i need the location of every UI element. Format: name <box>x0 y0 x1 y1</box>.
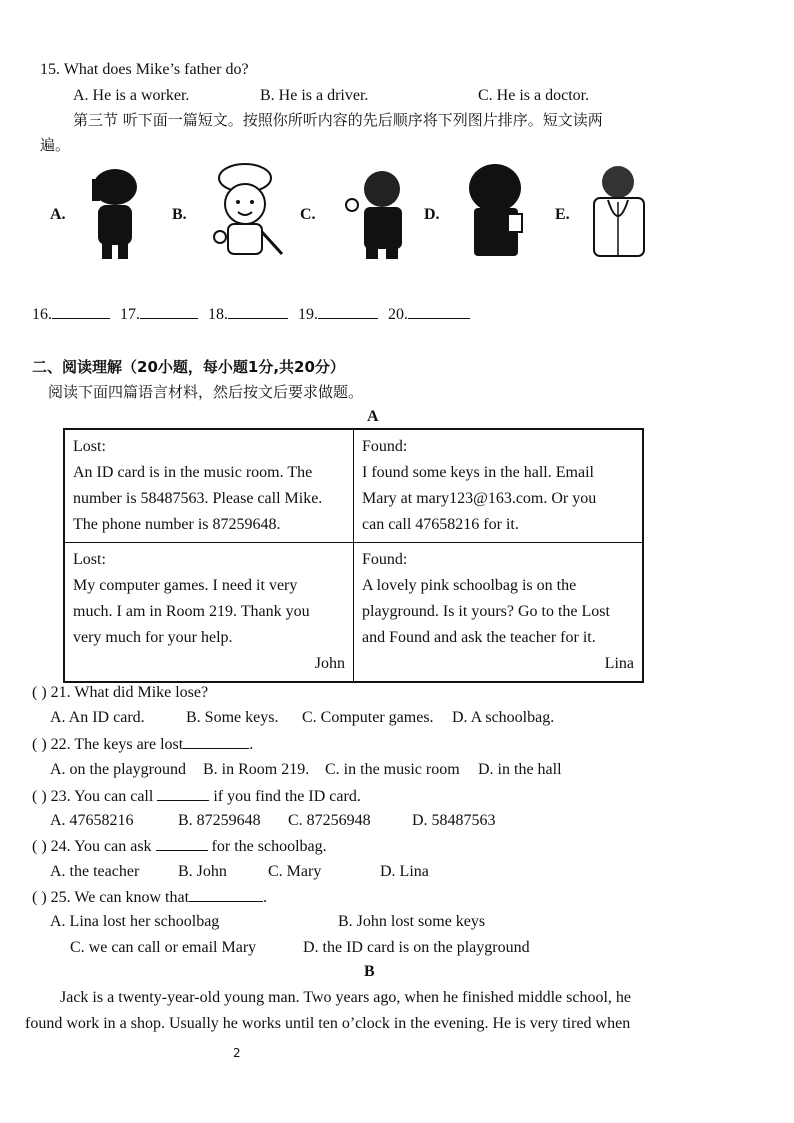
q25-opt-c[interactable]: C. we can call or email Mary <box>70 939 257 956</box>
notice-signature: John <box>314 655 345 672</box>
q23-stem-line <box>32 786 361 807</box>
section3-instruction: 第三节 听下面一篇短文。按照你所听内容的先后顺序将下列图片排序。短文读两 <box>73 111 603 129</box>
q23-opt-d[interactable]: D. 58487563 <box>412 812 496 829</box>
q24-opt-d[interactable]: D. Lina <box>380 863 429 880</box>
q24-tail: for the schoolbag. <box>211 838 327 855</box>
found-notice-lina <box>354 543 644 683</box>
pic-label-d: D. <box>424 206 440 223</box>
notice-line: An ID card is in the music room. The <box>73 464 313 481</box>
q25-tail: . <box>263 889 268 906</box>
pic-label-a: A. <box>50 206 66 223</box>
q22-blank[interactable] <box>183 734 249 749</box>
chef-figure-icon <box>200 162 295 262</box>
q21-opt-c[interactable]: C. Computer games. <box>302 709 434 726</box>
doctor-figure-icon <box>582 162 657 262</box>
answer-20-label: 20. <box>388 306 408 323</box>
q22-tail: . <box>249 736 254 753</box>
q24-stem-line <box>32 836 327 857</box>
answer-20-blank[interactable] <box>408 304 470 319</box>
q24-stem: ( ) 24. You can ask <box>32 838 152 855</box>
q21-opt-b[interactable]: B. Some keys. <box>186 709 279 726</box>
lost-notice-john <box>64 543 354 683</box>
q22-opt-b[interactable]: B. in Room 219. <box>203 761 310 778</box>
q23-opt-a[interactable]: A. 47658216 <box>50 812 134 829</box>
notice-line: My computer games. I need it very <box>73 577 298 594</box>
worker-figure-icon <box>80 165 150 260</box>
q15-option-a: A. He is a worker. <box>73 87 190 104</box>
q21-stem: ( ) 21. What did Mike lose? <box>32 684 209 701</box>
pic-label-e: E. <box>555 206 570 223</box>
notice-line: much. I am in Room 219. Thank you <box>73 603 310 620</box>
q23-blank[interactable] <box>157 786 209 801</box>
q22-stem: ( ) 22. The keys are lost <box>32 736 184 753</box>
q22-opt-a[interactable]: A. on the playground <box>50 761 186 778</box>
section3-instruction-cont: 遍。 <box>40 136 71 154</box>
notice-signature: Lina <box>604 655 634 672</box>
q25-blank[interactable] <box>189 887 263 902</box>
q25-opt-b[interactable]: B. John lost some keys <box>338 913 486 930</box>
q22-stem-line <box>32 734 253 755</box>
q25-opt-d[interactable]: D. the ID card is on the playground <box>303 939 530 956</box>
passage-b-line-2: found work in a shop. Usually he works until ten o’clock in the evening. He is very tired when <box>25 1015 631 1032</box>
q24-opt-a[interactable]: A. the teacher <box>50 863 140 880</box>
answer-18-blank[interactable] <box>228 304 288 319</box>
notice-line: I found some keys in the hall. Email <box>362 464 594 481</box>
q25-stem: ( ) 25. We can know that <box>32 889 190 906</box>
lost-notice-mike <box>64 429 354 543</box>
q15-option-b: B. He is a driver. <box>260 87 369 104</box>
notice-title: Lost: <box>73 551 106 568</box>
answer-18-label: 18. <box>208 306 228 323</box>
q22-opt-c[interactable]: C. in the music room <box>325 761 460 778</box>
answer-17-label: 17. <box>120 306 140 323</box>
pic-label-c: C. <box>300 206 316 223</box>
notice-line: can call 47658216 for it. <box>362 516 519 533</box>
q23-tail: if you find the ID card. <box>213 788 361 805</box>
answer-19-blank[interactable] <box>318 304 378 319</box>
answer-16-label: 16. <box>32 306 52 323</box>
teacher-figure-icon <box>462 162 532 262</box>
q21-opt-a[interactable]: A. An ID card. <box>50 709 145 726</box>
notice-line: very much for your help. <box>73 629 233 646</box>
notice-title: Found: <box>362 551 408 568</box>
passage-b-label: B <box>364 963 375 980</box>
q22-opt-d[interactable]: D. in the hall <box>478 761 562 778</box>
q15-question: 15. What does Mike’s father do? <box>40 61 249 78</box>
passage-a-label: A <box>367 408 379 425</box>
notice-line: and Found and ask the teacher for it. <box>362 629 596 646</box>
q24-blank[interactable] <box>156 836 208 851</box>
driver-figure-icon <box>340 165 420 260</box>
answer-17-blank[interactable] <box>140 304 198 319</box>
notice-line: playground. Is it yours? Go to the Lost <box>362 603 610 620</box>
notice-line: A lovely pink schoolbag is on the <box>362 577 577 594</box>
q21-opt-d[interactable]: D. A schoolbag. <box>452 709 555 726</box>
answer-16-blank[interactable] <box>52 304 110 319</box>
page-number: 2 <box>233 1046 241 1060</box>
answer-blanks <box>32 304 470 325</box>
q15-option-c: C. He is a doctor. <box>478 87 590 104</box>
answer-19-label: 19. <box>298 306 318 323</box>
notice-title: Found: <box>362 438 408 455</box>
notice-line: The phone number is 87259648. <box>73 516 281 533</box>
passage-b-line-1: Jack is a twenty-year-old young man. Two years ago, when he finished middle school, he <box>60 989 632 1006</box>
found-notice-mary <box>354 429 644 543</box>
q23-stem: ( ) 23. You can call <box>32 788 154 805</box>
pic-label-b: B. <box>172 206 187 223</box>
q25-stem-line <box>32 887 267 908</box>
q24-opt-b[interactable]: B. John <box>178 863 227 880</box>
q25-opt-a[interactable]: A. Lina lost her schoolbag <box>50 913 220 930</box>
q24-opt-c[interactable]: C. Mary <box>268 863 322 880</box>
q23-opt-c[interactable]: C. 87256948 <box>288 812 371 829</box>
notice-line: number is 58487563. Please call Mike. <box>73 490 323 507</box>
lost-found-table <box>63 428 644 683</box>
notice-line: Mary at mary123@163.com. Or you <box>362 490 597 507</box>
part2-instruction: 阅读下面四篇语言材料，然后按文后要求做题。 <box>48 383 364 401</box>
part2-heading: 二、阅读理解（20小题，每小题1分,共20分） <box>32 358 345 376</box>
q23-opt-b[interactable]: B. 87259648 <box>178 812 261 829</box>
notice-title: Lost: <box>73 438 106 455</box>
